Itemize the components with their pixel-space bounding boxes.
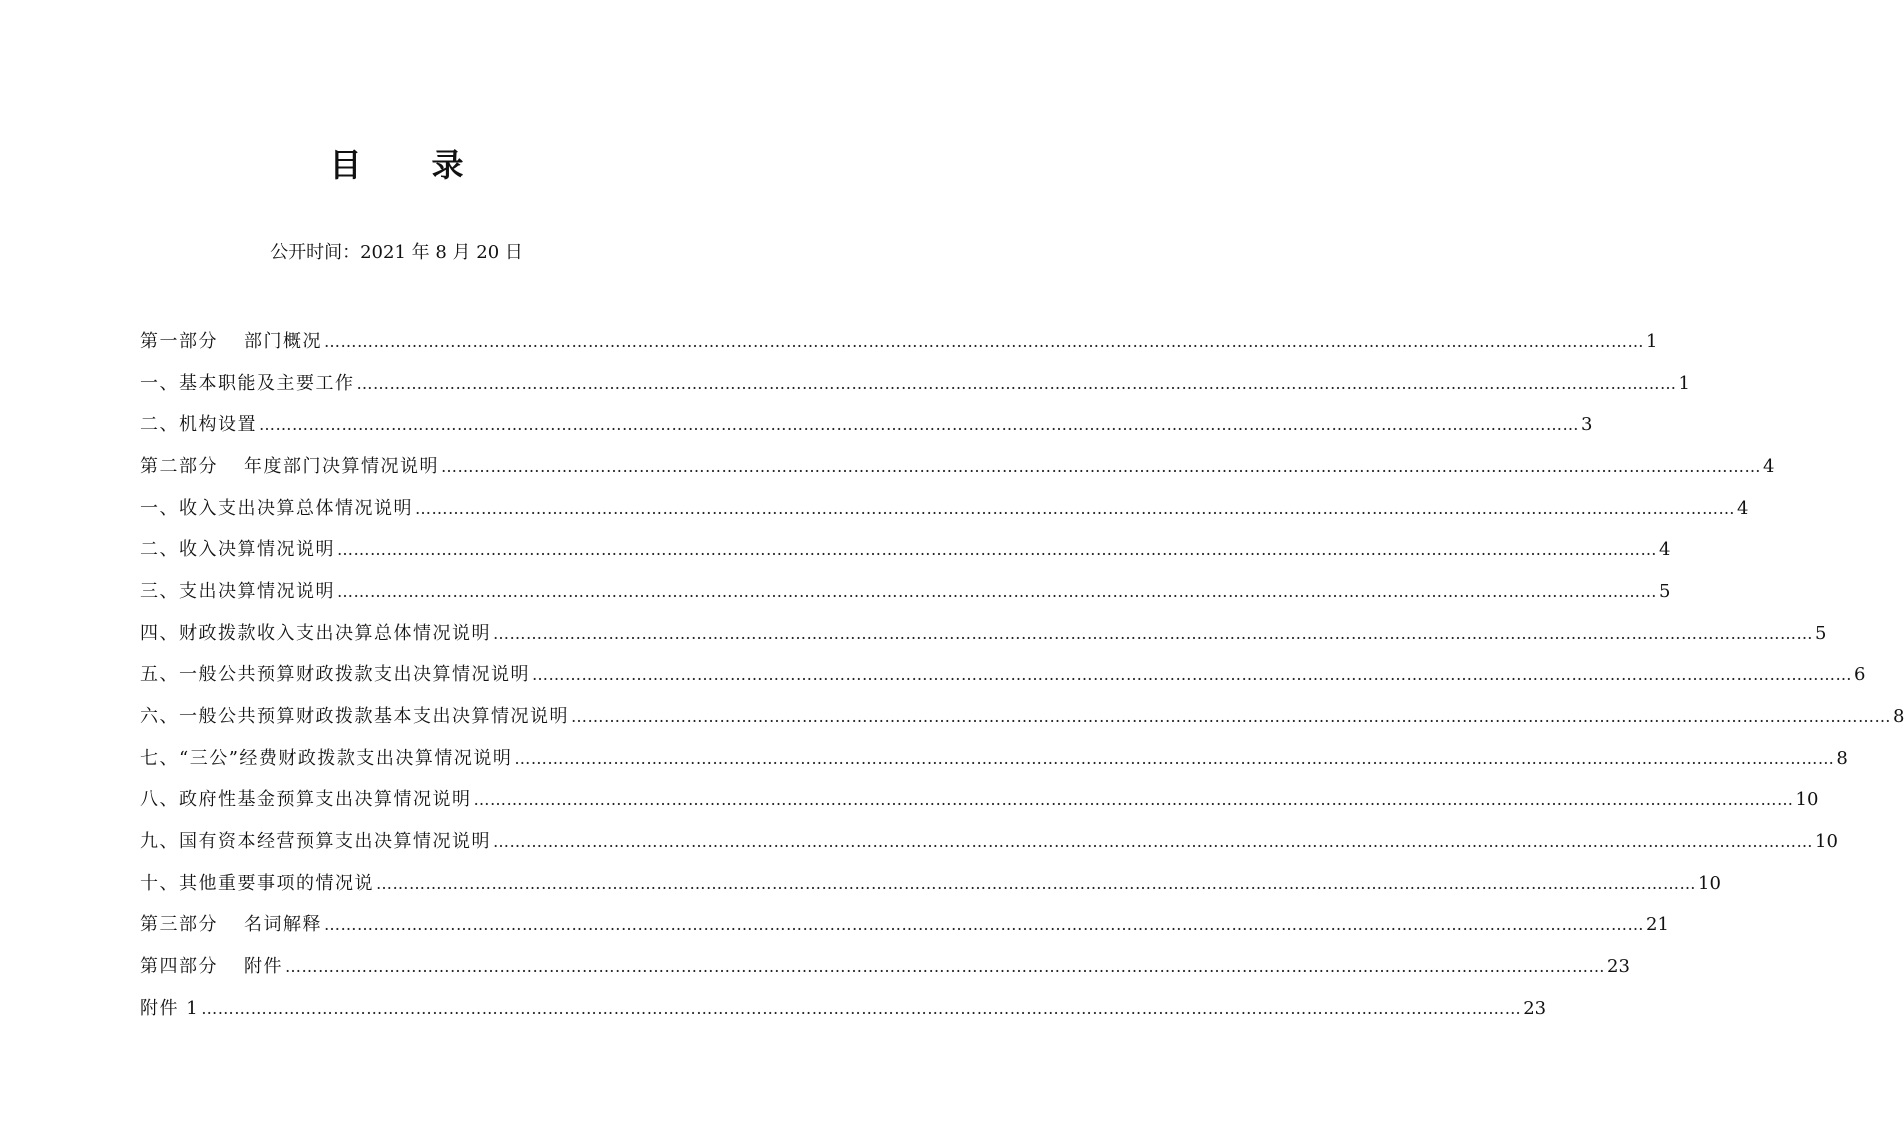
toc-entry-title [140,954,283,980]
toc-entry[interactable] [140,363,1690,405]
toc-entry-title [140,329,322,355]
toc-leader-dots: …………………………………………………………………………………………………………………………………………………………………………………………………………………… [324,915,1644,935]
toc-page-number: 23 [1607,956,1630,978]
toc-entry[interactable] [140,780,1819,822]
toc-entry[interactable] [140,488,1749,530]
toc-page-number: 4 [1659,539,1671,561]
toc-entry-title [140,746,512,772]
toc-entry-text: 年度部门决算情况说明 [244,455,439,477]
toc-entry-text: 一、收入支出决算总体情况说明 [140,497,413,519]
toc-leader-dots: …………………………………………………………………………………………………………………………………………………………………………………………………………………… [473,790,1794,810]
title-char-1: 目 [329,146,362,184]
page-title [0,143,793,187]
toc-entry[interactable] [140,613,1827,655]
toc-leader-dots: …………………………………………………………………………………………………………………………………………………………………………………………………………………… [571,707,1891,727]
toc-entry-title [140,704,569,730]
table-of-contents [140,321,1904,1030]
toc-part-label: 第一部分 [140,330,218,352]
toc-page-number: 5 [1659,580,1671,602]
toc-entry-text: 四、财政拨款收入支出决算总体情况说明 [140,622,491,644]
title-char-2: 录 [431,146,464,184]
toc-entry-text: 附件 [244,956,283,978]
toc-page-number: 10 [1815,831,1838,853]
toc-entry-text: 一、基本职能及主要工作 [140,372,355,394]
toc-entry[interactable] [140,529,1671,571]
toc-leader-dots: …………………………………………………………………………………………………………………………………………………………………………………………………………………… [356,373,1677,393]
toc-page-number: 6 [1854,664,1866,686]
toc-entry[interactable] [140,905,1669,947]
toc-entry[interactable] [140,571,1671,613]
toc-entry-title [140,787,472,813]
toc-entry[interactable] [140,321,1658,363]
toc-page-number: 1 [1678,372,1690,394]
toc-entry-title [140,662,530,688]
toc-entry[interactable] [140,446,1775,488]
toc-entry[interactable] [140,738,1848,780]
toc-entry-text: 五、一般公共预算财政拨款支出决算情况说明 [140,664,530,686]
toc-page-number: 21 [1646,914,1669,936]
toc-part-label: 第二部分 [140,455,218,477]
toc-entry[interactable] [140,988,1547,1030]
toc-leader-dots: …………………………………………………………………………………………………………………………………………………………………………………………………………………… [324,331,1644,351]
toc-entry-title [140,537,335,563]
toc-entry[interactable] [140,821,1838,863]
toc-page-number: 3 [1581,414,1593,436]
toc-entry-text: 三、支出决算情况说明 [140,580,335,602]
toc-entry-text: 十、其他重要事项的情况说 [140,872,374,894]
toc-entry-title [140,454,439,480]
toc-entry-text: 二、收入决算情况说明 [140,539,335,561]
toc-page-number: 10 [1795,789,1819,811]
toc-leader-dots: …………………………………………………………………………………………………………………………………………………………………………………………………………………… [337,581,1657,601]
toc-entry-text: 二、机构设置 [140,414,257,436]
toc-entry-text: 名词解释 [244,914,322,936]
toc-page-number: 10 [1698,872,1721,894]
toc-entry[interactable] [140,696,1904,738]
toc-entry-title [140,579,335,605]
toc-page-number: 8 [1893,706,1904,728]
toc-entry[interactable] [140,863,1721,905]
toc-part-label: 第四部分 [140,956,218,978]
toc-page-number: 4 [1737,497,1749,519]
toc-leader-dots: …………………………………………………………………………………………………………………………………………………………………………………………………………………… [493,623,1813,643]
toc-page-number: 5 [1815,622,1827,644]
toc-entry-title [140,829,491,855]
toc-entry-title [140,496,413,522]
toc-entry[interactable] [140,404,1593,446]
toc-entry-text: 部门概况 [244,330,322,352]
toc-leader-dots: …………………………………………………………………………………………………………………………………………………………………………………………………………………… [201,998,1522,1018]
toc-entry[interactable] [140,655,1866,697]
toc-entry-title [140,871,374,897]
toc-entry-title [140,412,257,438]
toc-entry-title [140,371,355,397]
toc-leader-dots: …………………………………………………………………………………………………………………………………………………………………………………………………………………… [259,415,1579,435]
toc-leader-dots: …………………………………………………………………………………………………………………………………………………………………………………………………………………… [337,540,1657,560]
toc-entry[interactable] [140,946,1630,988]
toc-entry-text: 八、政府性基金预算支出决算情况说明 [140,789,472,811]
toc-entry-text: 七、“三公”经费财政拨款支出决算情况说明 [140,747,513,769]
toc-leader-dots: …………………………………………………………………………………………………………………………………………………………………………………………………………………… [285,957,1605,977]
toc-entry-text: 附件 1 [140,997,200,1019]
toc-entry-title [140,996,199,1022]
toc-page-number: 4 [1763,455,1775,477]
toc-leader-dots: …………………………………………………………………………………………………………………………………………………………………………………………………………………… [514,748,1835,768]
toc-entry-text: 六、一般公共预算财政拨款基本支出决算情况说明 [140,706,569,728]
toc-entry-title [140,912,322,938]
publish-date: 公开时间：2021 年 8 月 20 日 [270,242,523,263]
toc-leader-dots: …………………………………………………………………………………………………………………………………………………………………………………………………………………… [493,832,1813,852]
toc-leader-dots: …………………………………………………………………………………………………………………………………………………………………………………………………………………… [376,873,1696,893]
toc-page-number: 23 [1523,997,1547,1019]
toc-leader-dots: …………………………………………………………………………………………………………………………………………………………………………………………………………………… [532,665,1852,685]
toc-leader-dots: …………………………………………………………………………………………………………………………………………………………………………………………………………………… [415,498,1735,518]
toc-part-label: 第三部分 [140,914,218,936]
toc-page-number: 1 [1646,330,1658,352]
toc-entry-text: 九、国有资本经营预算支出决算情况说明 [140,831,491,853]
toc-leader-dots: …………………………………………………………………………………………………………………………………………………………………………………………………………………… [441,456,1761,476]
toc-entry-title [140,621,491,647]
toc-page-number: 8 [1836,747,1848,769]
